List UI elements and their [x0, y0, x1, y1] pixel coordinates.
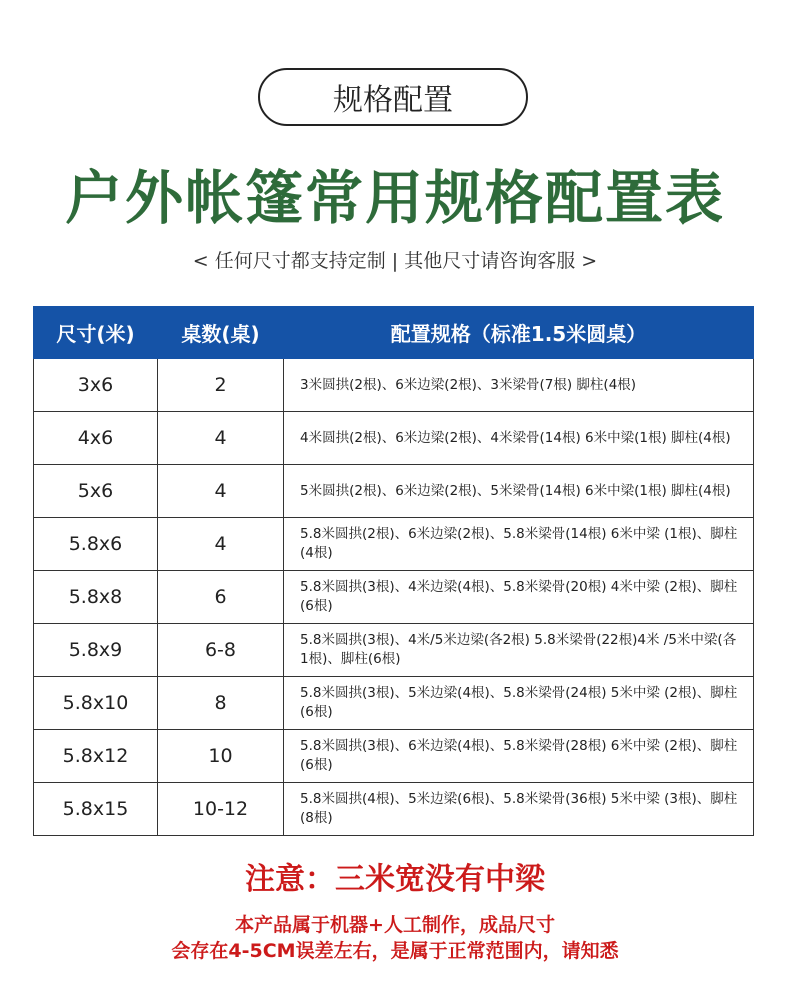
cell-tables: 6-8 — [158, 624, 284, 677]
table-header-row — [34, 307, 754, 359]
cell-size: 5.8x9 — [34, 624, 158, 677]
cell-size: 4x6 — [34, 412, 158, 465]
table-row — [34, 518, 754, 571]
cell-tables: 6 — [158, 571, 284, 624]
disclaimer-line-2: 会存在4-5CM误差左右，是属于正常范围内，请知悉 — [171, 940, 619, 962]
cell-config: 5.8米圆拱(3根)、6米边梁(4根)、5.8米梁骨(28根) 6米中梁 (2根)、脚柱(6根) — [284, 730, 754, 783]
cell-config: 5.8米圆拱(4根)、5米边梁(6根)、5.8米梁骨(36根) 5米中梁 (3根)、脚柱(8根) — [284, 783, 754, 836]
cell-config: 5.8米圆拱(3根)、4米边梁(4根)、5.8米梁骨(20根) 4米中梁 (2根)、脚柱(6根) — [284, 571, 754, 624]
cell-size: 3x6 — [34, 359, 158, 412]
cell-config: 5.8米圆拱(3根)、5米边梁(4根)、5.8米梁骨(24根) 5米中梁 (2根)、脚柱(6根) — [284, 677, 754, 730]
cell-config: 4米圆拱(2根)、6米边梁(2根)、4米梁骨(14根) 6米中梁(1根) 脚柱(4根) — [284, 412, 754, 465]
page-title: 户外帐篷常用规格配置表 — [64, 164, 725, 232]
cell-tables: 4 — [158, 412, 284, 465]
table-row — [34, 412, 754, 465]
table-row — [34, 783, 754, 836]
note-no-center-beam: 注意：三米宽没有中梁 — [245, 862, 545, 897]
badge-label: 规格配置 — [333, 83, 453, 118]
table-row — [34, 677, 754, 730]
cell-size: 5.8x12 — [34, 730, 158, 783]
column-header-config: 配置规格（标准1.5米圆桌） — [284, 307, 754, 359]
column-header-size: 尺寸(米) — [34, 307, 158, 359]
table-row — [34, 465, 754, 518]
table-row — [34, 571, 754, 624]
spec-config-badge — [258, 68, 528, 126]
table-row — [34, 624, 754, 677]
cell-size: 5.8x10 — [34, 677, 158, 730]
cell-tables: 4 — [158, 518, 284, 571]
column-header-tables: 桌数(桌) — [158, 307, 284, 359]
size-tolerance-disclaimer — [0, 912, 790, 964]
cell-config: 3米圆拱(2根)、6米边梁(2根)、3米梁骨(7根) 脚柱(4根) — [284, 359, 754, 412]
cell-size: 5x6 — [34, 465, 158, 518]
cell-size: 5.8x6 — [34, 518, 158, 571]
cell-tables: 2 — [158, 359, 284, 412]
page-subtitle: < 任何尺寸都支持定制 | 其他尺寸请咨询客服 > — [192, 250, 598, 272]
cell-config: 5米圆拱(2根)、6米边梁(2根)、5米梁骨(14根) 6米中梁(1根) 脚柱(4根) — [284, 465, 754, 518]
cell-config: 5.8米圆拱(3根)、4米/5米边梁(各2根) 5.8米梁骨(22根)4米 /5米中梁(各1根)、脚柱(6根) — [284, 624, 754, 677]
cell-size: 5.8x15 — [34, 783, 158, 836]
table-row — [34, 359, 754, 412]
table-row — [34, 730, 754, 783]
cell-tables: 8 — [158, 677, 284, 730]
cell-tables: 10-12 — [158, 783, 284, 836]
spec-table — [33, 306, 754, 836]
disclaimer-line-1: 本产品属于机器+人工制作，成品尺寸 — [235, 914, 555, 936]
cell-size: 5.8x8 — [34, 571, 158, 624]
cell-config: 5.8米圆拱(2根)、6米边梁(2根)、5.8米梁骨(14根) 6米中梁 (1根)、脚柱(4根) — [284, 518, 754, 571]
cell-tables: 4 — [158, 465, 284, 518]
cell-tables: 10 — [158, 730, 284, 783]
